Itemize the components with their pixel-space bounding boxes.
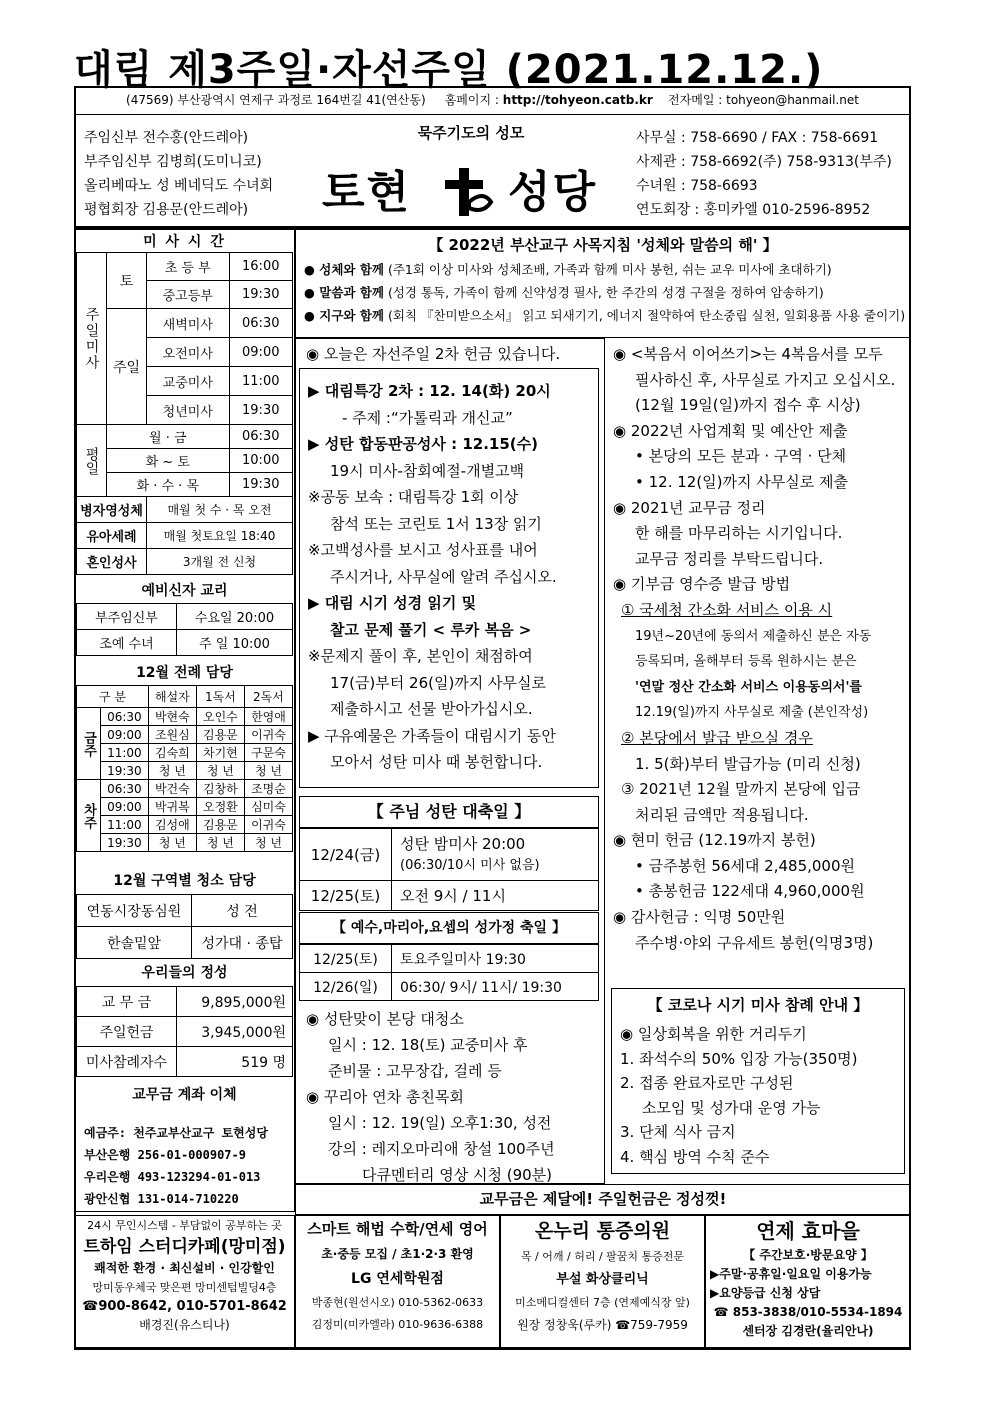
weekday-days: 월 · 금 [107, 425, 230, 449]
middle-bottom-line: 준비물 : 고무장갑, 걸레 등 [328, 1062, 502, 1080]
right-line: 등록되며, 올해부터 등록 원하시는 분은 [635, 654, 857, 670]
ad-line: ☎ 853-3838/010-5534-1894 [713, 1305, 903, 1319]
liturgy-cell: 구문숙 [244, 744, 292, 762]
sacrament-time: 매월 첫 수 · 목 오전 [147, 497, 293, 523]
right-line: 12.19(일)까지 사무실로 제출 (본인작성) [635, 705, 869, 721]
mass-time: 19:30 [229, 281, 292, 309]
ad-line: LG 연세학원점 [351, 1271, 444, 1287]
christmas-note: (06:30/10시 미사 없음) [400, 857, 540, 873]
covid-line: 2. 접종 완료자로만 구성된 [620, 1074, 794, 1092]
ad-clinic [500, 1215, 705, 1348]
covid-line: 소모임 및 성가대 운영 가능 [642, 1098, 821, 1117]
cleaning-title: 12월 구역별 청소 담당 [113, 873, 256, 889]
weekday-days: 화 · 수 · 목 [107, 473, 230, 497]
account-line: 예금주: 천주교부산교구 토현성당 [84, 1126, 268, 1140]
pastoral-text: (회칙 『찬미받으소서』 읽고 되새기기, 에너지 절약하여 탄소중립 실천, 일회용품 사용 줄이기) [384, 308, 906, 323]
liturgy-time: 06:30 [101, 780, 149, 798]
christmas-table [299, 828, 599, 911]
advent-line: 주시거나, 사무실에 알려 주십시오. [330, 567, 557, 586]
cleaning-area: 연동시장동심원 [77, 895, 192, 927]
sun-label: 주일 [107, 309, 147, 425]
advent-line: 제출하시고 선물 받아가십시오. [330, 700, 533, 718]
right-line: ③ 2021년 12월 말까지 본당에 입금 [621, 780, 861, 799]
charity-notice: ◉ 오늘은 자선주일 2차 헌금 있습니다. [306, 345, 561, 363]
catechism-title: 예비신자 교리 [141, 583, 228, 599]
liturgy-cell: 이귀숙 [244, 726, 292, 744]
advent-line: 19시 미사-참회예절-개별고백 [330, 461, 525, 480]
liturgy-cell: 김용문 [196, 816, 244, 834]
pastoral-head: ● 성체와 함께 [304, 262, 384, 277]
church-name-2: 성당 [508, 167, 598, 218]
liturgy-cell: 조명순 [244, 780, 292, 798]
ad-line: 쾌적한 환경 · 최신설비 · 인강할인 [94, 1261, 275, 1275]
middle-bottom-line: 강의 : 레지오마리애 창설 100주년 [328, 1140, 555, 1158]
liturgy-time: 09:00 [101, 798, 149, 816]
liturgy-time: 11:00 [101, 744, 149, 762]
advent-line: 찰고 문제 풀기 < 루카 복음 > [330, 620, 532, 639]
right-line: ② 본당에서 발급 받으실 경우 [621, 728, 813, 747]
advent-line: ▶ 대림 시기 성경 읽기 및 [308, 594, 477, 612]
pastoral-text: (성경 통독, 가족이 함께 신약성경 필사, 한 주간의 성경 구절을 정하여 암송하기) [384, 285, 824, 300]
liturgy-cell: 청 년 [148, 834, 196, 852]
offering-label: 미사참례자수 [77, 1047, 177, 1077]
right-line: ◉ 2021년 교무금 정리 [613, 498, 766, 517]
catechism-table [76, 603, 293, 656]
pastoral-item [304, 258, 905, 281]
mass-time: 06:30 [229, 309, 292, 338]
liturgy-table [76, 685, 293, 852]
church-name-1: 토현 [322, 167, 412, 218]
mass-title: 미 사 시 간 [143, 234, 226, 250]
middle-bottom-line: ◉ 성탄맞이 본당 대청소 [306, 1010, 464, 1028]
ad-academy [295, 1215, 500, 1348]
right-line: 처리된 금액만 적용됩니다. [635, 805, 809, 824]
liturgy-cell: 김숙희 [148, 744, 196, 762]
catechism-time: 주 일 10:00 [177, 630, 293, 656]
right-line: • 본당의 모든 분과 · 구역 · 단체 [635, 447, 847, 466]
cleaning-place: 성가대 · 종탑 [192, 927, 293, 959]
sacrament-time: 매월 첫토요일 18:40 [147, 523, 293, 549]
clergy-line: 평협회장 김용문(안드레아) [84, 202, 249, 218]
ad-title: 스마트 해법 수학/연세 영어 [307, 1220, 488, 1238]
right-line: • 금주봉헌 56세대 2,485,000원 [635, 856, 856, 875]
covid-line: 4. 핵심 방역 수칙 준수 [620, 1147, 770, 1166]
motto: 묵주기도의 성모 [417, 124, 525, 142]
offering-label: 주일헌금 [77, 1017, 177, 1047]
liturgy-cell: 김용문 [196, 726, 244, 744]
header-address-line [74, 86, 911, 115]
offering-value: 9,895,000원 [177, 987, 293, 1017]
mass-time: 09:00 [229, 338, 292, 367]
ad-title: 온누리 통증의원 [534, 1220, 671, 1242]
ad-line: 원장 정창욱(루카) ☎759-7959 [517, 1318, 688, 1332]
christmas-date: 12/25(토) [300, 881, 392, 911]
liturgy-cell: 청 년 [196, 762, 244, 780]
mass-name: 오전미사 [147, 338, 230, 367]
liturgy-title: 12월 전례 담당 [136, 665, 233, 681]
advent-line: ▶ 구유예물은 가족들이 대림시기 동안 [308, 726, 556, 745]
cleaning-place: 성 전 [192, 895, 293, 927]
ad-line: ▶요양등급 신청 상담 [710, 1286, 821, 1300]
slogan: 교무금은 제달에! 주일헌금은 정성껏! [295, 1184, 911, 1215]
cleaning-area: 한솔밑앞 [77, 927, 192, 959]
weekday-label: 평일 [77, 425, 107, 497]
catechism-teacher: 부주임신부 [77, 604, 177, 630]
ad-care-center [705, 1215, 911, 1348]
christmas-mass: 성탄 밤미사 20:00 [400, 834, 526, 853]
advent-line: ▶ 성탄 합동판공성사 : 12.15(수) [308, 435, 538, 453]
contact-line: 연도회장 : 홍미카엘 010-2596-8952 [636, 202, 871, 218]
catechism-teacher: 조예 수녀 [77, 630, 177, 656]
liturgy-cell: 박건숙 [148, 780, 196, 798]
right-line: 19년~20년에 동의서 제출하신 분은 자동 [635, 628, 872, 644]
liturgy-cell: 오정환 [196, 798, 244, 816]
liturgy-cell: 차기현 [196, 744, 244, 762]
right-line: 1. 5(화)부터 발급가능 (미리 신청) [635, 754, 861, 773]
liturgy-cell: 청 년 [148, 762, 196, 780]
advent-line: 모아서 성탄 미사 때 봉헌합니다. [330, 753, 543, 771]
offering-label: 교 무 금 [77, 987, 177, 1017]
mass-time: 11:00 [229, 367, 292, 396]
clergy-line: 주임신부 전수홍(안드레아) [84, 130, 249, 146]
liturgy-group-label: 금주 [77, 708, 101, 780]
account-list [84, 1122, 268, 1210]
ad-line: 망미동우체국 맞은편 망미센텀빌딩4층 [92, 1281, 277, 1294]
ad-line: 초·중등 모집 / 초1·2·3 환영 [321, 1247, 474, 1261]
pastoral-head: ● 지구와 함께 [304, 308, 384, 323]
advent-list [308, 378, 557, 776]
right-line: ◉ <복음서 이어쓰기>는 4복음서를 모두 [613, 345, 883, 363]
christmas-date: 12/24(금) [300, 829, 392, 881]
liturgy-time: 09:00 [101, 726, 149, 744]
holy-family-mass: 06:30/ 9시/ 11시/ 19:30 [392, 973, 599, 1001]
covid-line: 3. 단체 식사 금지 [620, 1123, 736, 1141]
covid-line: 1. 좌석수의 50% 입장 가능(350명) [620, 1049, 858, 1068]
homepage-label: 홈페이지 : [444, 93, 499, 107]
holy-family-table [299, 944, 599, 1001]
liturgy-time: 06:30 [101, 708, 149, 726]
ad-line: 김정미(미카엘라) 010-9636-6388 [311, 1318, 484, 1331]
offering-value: 3,945,000원 [177, 1017, 293, 1047]
ad-line: 배경진(유스티나) [139, 1318, 230, 1332]
holy-family-mass: 토요주일미사 19:30 [392, 945, 599, 973]
ad-line: 부설 화상클리닉 [556, 1272, 649, 1287]
clergy-list [84, 126, 273, 222]
right-line: • 총봉헌금 122세대 4,960,000원 [635, 882, 865, 901]
liturgy-cell: 조원심 [148, 726, 196, 744]
holy-family-date: 12/26(일) [300, 973, 392, 1001]
advent-line: 17(금)부터 26(일)까지 사무실로 [330, 673, 547, 692]
sacrament-label: 유아세례 [77, 523, 147, 549]
mass-time: 19:30 [229, 396, 292, 425]
right-line: 필사하신 후, 사무실로 가지고 오십시오. [635, 370, 896, 389]
sacrament-label: 병자영성체 [77, 497, 147, 523]
liturgy-cell: 오인수 [196, 708, 244, 726]
right-line: 교무금 정리를 부탁드립니다. [635, 549, 824, 568]
mass-name: 청년미사 [147, 396, 230, 425]
liturgy-header: 1독서 [196, 686, 244, 708]
contact-list [636, 126, 892, 222]
middle-bottom-line: 다큐멘터리 영상 시청 (90분) [362, 1166, 552, 1184]
middle-bottom-line: 일시 : 12. 18(토) 교중미사 후 [328, 1036, 528, 1054]
pastoral-item [304, 304, 905, 327]
ad-line: 센터장 김경란(율리안나) [742, 1324, 874, 1338]
email-link[interactable]: tohyeon@hanmail.net [726, 93, 859, 107]
right-notices [613, 342, 895, 956]
liturgy-header: 해설자 [148, 686, 196, 708]
liturgy-group-label: 차주 [77, 780, 101, 852]
email-label: 전자메일 : [668, 93, 723, 107]
right-line: ① 국세청 간소화 서비스 이용 시 [621, 600, 833, 619]
liturgy-time: 11:00 [101, 816, 149, 834]
clergy-line: 올리베따노 성 베네딕도 수녀회 [84, 178, 274, 194]
liturgy-time: 19:30 [101, 834, 149, 852]
offering-table [76, 986, 293, 1077]
right-line: ◉ 현미 헌금 (12.19까지 봉헌) [613, 831, 816, 850]
advent-line: ▶ 대림특강 2차 : 12. 14(화) 20시 [308, 382, 551, 400]
liturgy-cell: 김창하 [196, 780, 244, 798]
ad-line: 미소메디컬센터 7층 (연제예식장 앞) [515, 1296, 690, 1309]
right-line: 주수병·야외 구유세트 봉헌(익명3명) [635, 933, 874, 952]
mass-time: 16:00 [229, 253, 292, 281]
mass-name: 새벽미사 [147, 309, 230, 338]
right-line: ◉ 감사헌금 : 익명 50만원 [613, 908, 786, 927]
pastoral-title: 【 2022년 부산교구 사목지침 '성체와 말씀의 해' 】 [428, 236, 778, 254]
right-line: ◉ 기부금 영수증 발급 방법 [613, 575, 791, 594]
ad-line: 24시 무인시스템 - 부담없이 공부하는 곳 [87, 1219, 282, 1232]
covid-title: 【 코로나 시기 미사 참례 안내 】 [647, 996, 869, 1014]
homepage-link[interactable]: http://tohyeon.catb.kr [502, 93, 653, 107]
right-line: 한 해를 마무리하는 시기입니다. [635, 524, 843, 543]
liturgy-header: 2독서 [244, 686, 292, 708]
pastoral-text: (주1회 이상 미사와 성체조배, 가족과 함께 미사 봉헌, 쉬는 교우 미사에 초대하기) [384, 262, 832, 277]
mass-table [76, 252, 293, 575]
offering-title: 우리들의 정성 [141, 965, 228, 981]
address: (47569) 부산광역시 연제구 과정로 164번길 41(연산동) [126, 93, 426, 107]
mass-name: 중고등부 [147, 281, 230, 309]
advent-line: ※문제지 풀이 후, 본인이 채점하여 [308, 647, 533, 665]
pastoral-list [304, 258, 905, 327]
liturgy-cell: 이귀숙 [244, 816, 292, 834]
weekday-time: 19:30 [229, 473, 292, 497]
liturgy-cell: 청 년 [244, 834, 292, 852]
right-line: '연말 정산 간소화 서비스 이용동의서'를 [635, 679, 862, 695]
pastoral-item [304, 281, 905, 304]
liturgy-cell: 박귀복 [148, 798, 196, 816]
covid-list [620, 1022, 857, 1169]
christmas-title: 【 주님 성탄 대축일 】 [299, 796, 599, 828]
advent-line: 참석 또는 코린토 1서 13장 읽기 [330, 514, 542, 533]
ad-line: ☎900-8642, 010-5701-8642 [82, 1299, 287, 1314]
church-logo [425, 150, 505, 220]
covid-line: ◉ 일상회복을 위한 거리두기 [620, 1025, 807, 1043]
account-title: 교무금 계좌 이체 [132, 1087, 237, 1103]
mass-name: 교중미사 [147, 367, 230, 396]
liturgy-cell: 박현숙 [148, 708, 196, 726]
liturgy-cell: 김성애 [148, 816, 196, 834]
ad-line: ▶주말·공휴일·일요일 이용가능 [710, 1267, 872, 1281]
weekday-time: 06:30 [229, 425, 292, 449]
ad-study-cafe [74, 1215, 295, 1348]
mass-name: 초 등 부 [147, 253, 230, 281]
christmas-mass: 오전 9시 / 11시 [392, 881, 599, 911]
middle-bottom-line: 일시 : 12. 19(일) 오후1:30, 성전 [328, 1114, 552, 1132]
sacrament-label: 혼인성사 [77, 549, 147, 575]
catechism-time: 수요일 20:00 [177, 604, 293, 630]
account-line: 부산은행 256-01-000907-9 [84, 1148, 246, 1162]
liturgy-cell: 심미숙 [244, 798, 292, 816]
advent-line: - 주제 :“가톨릭과 개신교” [342, 408, 513, 427]
clergy-line: 부주임신부 김병희(도미니코) [84, 154, 262, 170]
advent-line: ※고백성사를 보시고 성사표를 내어 [308, 541, 538, 559]
ad-title: 트하임 스터디카페(망미점) [83, 1237, 286, 1257]
right-line: ◉ 2022년 사업계획 및 예산안 제출 [613, 421, 848, 440]
weekday-days: 화 ~ 토 [107, 449, 230, 473]
sunday-mass-label: 주일미사 [77, 253, 107, 425]
liturgy-cell: 청 년 [196, 834, 244, 852]
liturgy-header: 구 분 [77, 686, 149, 708]
liturgy-cell: 청 년 [244, 762, 292, 780]
sat-label: 토 [107, 253, 147, 309]
weekday-time: 10:00 [229, 449, 292, 473]
advent-line: ※공동 보속 : 대림특강 1회 이상 [308, 488, 519, 506]
account-line: 광안신협 131-014-710220 [84, 1192, 239, 1206]
ad-line: 목 / 어깨 / 허리 / 팔꿈치 통증전문 [520, 1250, 685, 1263]
account-line: 우리은행 493-123294-01-013 [84, 1170, 261, 1184]
page-title: 대림 제3주일·자선주일 (2021.12.12.) [74, 47, 824, 93]
ad-line: 【 주간보호·방문요양 】 [743, 1248, 873, 1262]
sacrament-time: 3개월 전 신청 [147, 549, 293, 575]
cleaning-table [76, 894, 293, 959]
right-line: (12월 19일(일)까지 접수 후 시상) [635, 396, 861, 415]
contact-line: 사무실 : 758-6690 / FAX : 758-6691 [636, 130, 879, 146]
ad-title: 연제 효마을 [756, 1219, 860, 1243]
contact-line: 수녀원 : 758-6693 [636, 178, 758, 194]
right-line: • 12. 12(일)까지 사무실로 제출 [635, 472, 848, 491]
liturgy-cell: 한영애 [244, 708, 292, 726]
cross-logo-icon [425, 150, 505, 220]
middle-bottom-list [306, 1006, 555, 1188]
ad-line: 박종현(원선시오) 010-5362-0633 [311, 1296, 484, 1309]
holy-family-date: 12/25(토) [300, 945, 392, 973]
holy-family-title: 【 예수,마리아,요셉의 성가정 축일 】 [299, 912, 599, 944]
middle-bottom-line: ◉ 꾸리아 연차 총친목회 [306, 1088, 464, 1106]
liturgy-time: 19:30 [101, 762, 149, 780]
contact-line: 사제관 : 758-6692(주) 758-9313(부주) [636, 154, 892, 170]
offering-value: 519 명 [177, 1047, 293, 1077]
pastoral-head: ● 말씀과 함께 [304, 285, 384, 300]
